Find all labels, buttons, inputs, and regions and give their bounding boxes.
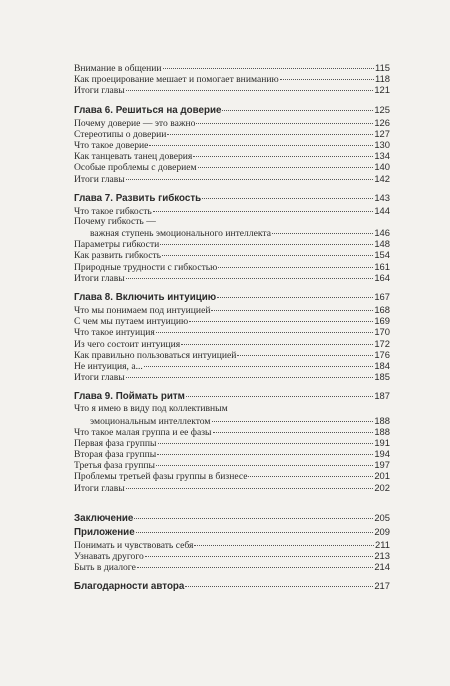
toc-entry [74, 249, 390, 260]
toc-page-number: 172 [374, 337, 390, 349]
dot-leader [126, 90, 374, 91]
dot-leader [218, 267, 373, 268]
dot-leader [202, 198, 373, 199]
toc-entry-title: Приложение [74, 526, 135, 538]
dot-leader [126, 278, 374, 279]
toc-entry-title: Особые проблемы с доверием [74, 162, 197, 174]
toc-entry [74, 161, 390, 172]
toc-page-number: 121 [374, 84, 390, 96]
dot-leader [186, 396, 373, 397]
dot-leader [181, 344, 373, 345]
toc-entry [74, 272, 390, 283]
dot-leader [193, 156, 373, 157]
toc-entry [74, 415, 390, 426]
toc-entry [74, 470, 390, 481]
toc-page-number: 188 [374, 414, 390, 426]
section-gap [74, 96, 390, 103]
toc-chapter-heading [74, 290, 390, 304]
toc-entry [74, 73, 390, 84]
toc-entry-title: Благодарности автора [74, 581, 185, 593]
toc-entry [74, 150, 390, 161]
toc-entry-title: Понимать и чувствовать себя [74, 539, 194, 551]
toc-page-number: 143 [374, 191, 390, 203]
toc-entry [74, 550, 390, 561]
toc-page-number: 167 [374, 291, 390, 302]
dot-leader [156, 332, 374, 333]
dot-leader [194, 545, 374, 546]
toc-entry-title: Итоги главы [74, 272, 125, 284]
toc-entry [74, 349, 390, 360]
toc-entry [74, 173, 390, 184]
toc-entry-title: Что такое интуиция [74, 327, 155, 339]
section-gap [74, 493, 390, 511]
toc-entry [74, 227, 390, 238]
toc-page-number: 169 [374, 315, 390, 327]
dot-leader [153, 211, 374, 212]
toc-entry-title: Что такое гибкость [74, 205, 152, 217]
dot-leader [222, 110, 373, 111]
toc-entry [74, 539, 390, 550]
toc-page-number: 211 [375, 538, 390, 550]
toc-page-number: 201 [374, 470, 390, 482]
toc-entry [74, 371, 390, 382]
toc-page-number: 144 [374, 204, 390, 216]
toc-chapter-heading [74, 511, 390, 525]
toc-page-number: 170 [374, 326, 390, 338]
toc-page-number: 140 [374, 161, 390, 173]
toc-entry-title: Внимание в общении [74, 63, 162, 74]
toc-entry [74, 437, 390, 448]
toc-entry [74, 304, 390, 315]
toc-page-number: 197 [374, 459, 390, 471]
toc-chapter-heading [74, 525, 390, 539]
dot-leader [189, 321, 373, 322]
toc-entry-title: Из чего состоит интуиция [74, 338, 181, 350]
toc-page-number: 164 [374, 271, 390, 283]
dot-leader [196, 123, 373, 124]
toc-entry-title: Как танцевать танец доверия [74, 151, 193, 163]
toc-entry [74, 205, 390, 216]
toc-entry-title: Первая фаза группы [74, 437, 157, 449]
toc-entry-title: Не интуиция, а... [74, 360, 143, 372]
toc-page-number: 209 [374, 525, 390, 537]
toc-entry-title: Заключение [74, 512, 134, 524]
toc-page-number: 146 [374, 227, 390, 239]
toc-entry [74, 482, 390, 493]
toc-entry-title: Что мы понимаем под интуицией [74, 305, 211, 316]
toc-chapter-heading [74, 191, 390, 205]
dot-leader [126, 179, 374, 180]
toc-entry-title: Итоги главы [74, 173, 125, 185]
toc-entry [74, 62, 390, 73]
dot-leader [198, 167, 374, 168]
toc-page-number: 130 [374, 138, 390, 150]
toc-entry [74, 561, 390, 572]
dot-leader [237, 355, 373, 356]
dot-leader [145, 556, 373, 557]
dot-leader [280, 79, 374, 80]
dot-leader [137, 567, 373, 568]
dot-leader [158, 443, 374, 444]
toc-entry-title: Почему гибкость — [74, 215, 156, 227]
toc-page-number: 134 [374, 150, 390, 162]
toc-page-number: 213 [374, 550, 390, 561]
toc-page-number: 187 [374, 390, 390, 402]
toc-entry-title: Итоги главы [74, 372, 125, 384]
dot-leader [126, 377, 374, 378]
dot-leader [272, 233, 373, 234]
toc-page-number: 148 [374, 238, 390, 250]
toc-entry-title: Глава 9. Поймать ритм [74, 391, 185, 403]
toc-page-number: 194 [374, 448, 390, 460]
toc-page-number: 217 [374, 580, 390, 592]
toc-entry-title: Природные трудности с гибкостью [74, 261, 218, 273]
dot-leader [167, 134, 373, 135]
toc-entry-title: Глава 6. Решиться на доверие [74, 104, 222, 116]
dot-leader [136, 532, 374, 533]
toc-entry [74, 326, 390, 337]
toc-entry [74, 238, 390, 249]
dot-leader [144, 366, 374, 367]
section-gap [74, 283, 390, 290]
toc-entry-title: Глава 7. Развить гибкость [74, 192, 202, 204]
toc-entry-title: Глава 8. Включить интуицию [74, 292, 217, 303]
toc-entry [74, 216, 390, 227]
dot-leader [213, 432, 374, 433]
toc-entry-title: Проблемы третьей фазы группы в бизнесе [74, 471, 248, 483]
toc-page-number: 185 [374, 371, 390, 383]
toc-entry-title: Почему доверие — это важно [74, 117, 196, 129]
toc-page-number: 125 [374, 103, 390, 115]
toc-entry-title: Узнавать другого [74, 551, 144, 562]
toc-entry [74, 459, 390, 470]
toc-entry [74, 360, 390, 371]
section-gap [74, 572, 390, 579]
toc-page-number: 126 [374, 116, 390, 128]
toc-entry-title: Итоги главы [74, 85, 125, 97]
toc-page-number: 191 [374, 436, 390, 448]
dot-leader [212, 421, 374, 422]
dot-leader [160, 244, 373, 245]
toc-chapter-heading [74, 389, 390, 403]
toc-entry-title: Стереотипы о доверии [74, 128, 167, 140]
toc-page-number: 214 [374, 561, 390, 573]
toc-page-number: 168 [374, 304, 390, 315]
dot-leader [134, 518, 373, 519]
toc-chapter-heading [74, 579, 390, 593]
toc-entry-title: эмоциональным интеллектом [90, 415, 211, 427]
toc-entry-title: важная ступень эмоционального интеллекта [90, 228, 271, 240]
toc-page-number: 127 [374, 127, 390, 139]
dot-leader [217, 297, 373, 298]
toc-page-number: 118 [375, 73, 390, 85]
toc-entry-title: Как правильно пользоваться интуицией [74, 349, 237, 361]
toc-page-number: 115 [375, 62, 390, 73]
toc-page-number: 142 [374, 172, 390, 184]
toc-page-number: 176 [374, 348, 390, 360]
toc-page-number: 202 [374, 481, 390, 493]
dot-leader [157, 454, 373, 455]
table-of-contents [74, 62, 390, 593]
toc-entry-title: Как проецирование мешает и помогает вниманию [74, 74, 279, 86]
toc-page-number: 161 [374, 260, 390, 272]
toc-entry-title: Третья фаза группы [74, 460, 155, 472]
toc-entry-title: Параметры гибкости [74, 239, 160, 251]
dot-leader [163, 68, 375, 69]
toc-entry [74, 128, 390, 139]
toc-page-number: 188 [374, 425, 390, 437]
toc-entry-title: Как развить гибкость [74, 250, 162, 262]
toc-page-number: 184 [374, 359, 390, 371]
toc-entry-title: Что такое доверие [74, 139, 149, 151]
toc-entry-title: Вторая фаза группы [74, 449, 157, 461]
dot-leader [185, 586, 373, 587]
dot-leader [248, 476, 373, 477]
toc-entry [74, 315, 390, 326]
toc-page-number: 154 [374, 249, 390, 261]
toc-entry [74, 448, 390, 459]
toc-entry [74, 117, 390, 128]
toc-chapter-heading [74, 103, 390, 117]
dot-leader [211, 310, 373, 311]
toc-entry [74, 84, 390, 95]
dot-leader [156, 465, 373, 466]
toc-entry-title: Быть в диалоге [74, 562, 136, 574]
toc-entry-title: Итоги главы [74, 482, 125, 494]
toc-entry [74, 403, 390, 414]
dot-leader [149, 145, 373, 146]
toc-entry [74, 426, 390, 437]
dot-leader [162, 255, 373, 256]
toc-entry-title: Что я имею в виду под коллективным [74, 403, 228, 415]
toc-entry [74, 261, 390, 272]
section-gap [74, 184, 390, 191]
toc-page-number: 205 [374, 511, 390, 523]
dot-leader [126, 488, 374, 489]
toc-entry [74, 139, 390, 150]
toc-entry [74, 338, 390, 349]
toc-entry-title: Что такое малая группа и ее фазы [74, 426, 212, 438]
section-gap [74, 382, 390, 389]
toc-entry-title: С чем мы путаем интуицию [74, 316, 189, 328]
